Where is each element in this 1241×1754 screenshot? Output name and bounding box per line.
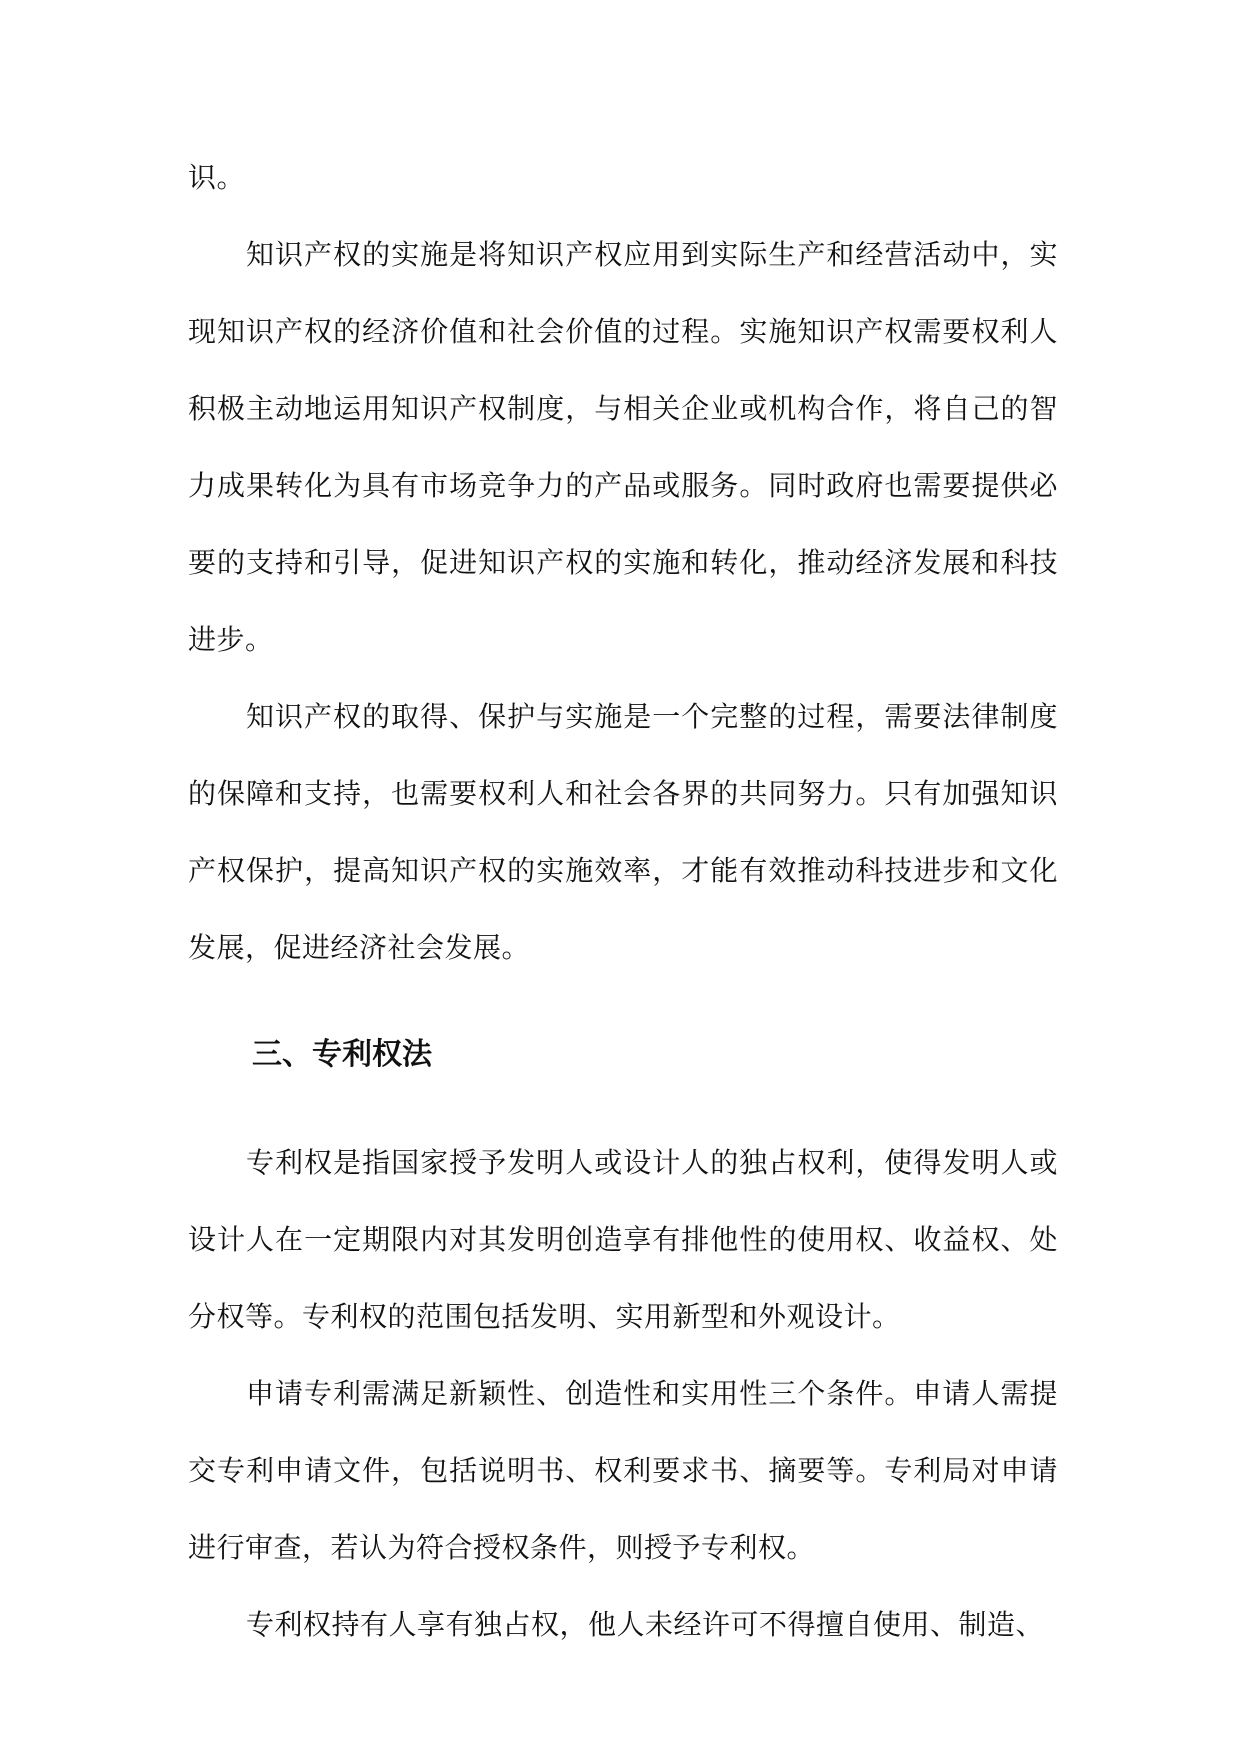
paragraph-implementation: 知识产权的实施是将知识产权应用到实际生产和经营活动中，实现知识产权的经济价值和社会价值的过程。实施知识产权需要权利人积极主动地运用知识产权制度，与相关企业或机构合作，将自己的智力成果转化为具有市场竞争力的产品或服务。同时政府也需要提供必要的支持和引导，促进知识产权的实施和转化，推动经济发展和科技进步。 bbox=[188, 238, 1058, 656]
section-heading-patent-law: 三、专利权法 bbox=[252, 1037, 432, 1072]
paragraph-patent-definition: 专利权是指国家授予发明人或设计人的独占权利，使得发明人或设计人在一定期限内对其发明创造享有排他性的使用权、收益权、处分权等。专利权的范围包括发明、实用新型和外观设计。 bbox=[188, 1146, 1058, 1333]
paragraph-patent-rights: 专利权持有人享有独占权，他人未经许可不得擅自使用、制造、 bbox=[246, 1608, 1045, 1641]
paragraph-process-summary: 知识产权的取得、保护与实施是一个完整的过程，需要法律制度的保障和支持，也需要权利人和社会各界的共同努力。只有加强知识产权保护，提高知识产权的实施效率，才能有效推动科技进步和文化发展，促进经济社会发展。 bbox=[188, 700, 1058, 964]
paragraph-patent-application: 申请专利需满足新颖性、创造性和实用性三个条件。申请人需提交专利申请文件，包括说明书、权利要求书、摘要等。专利局对申请进行审查，若认为符合授权条件，则授予专利权。 bbox=[188, 1377, 1058, 1564]
document-body bbox=[188, 139, 1058, 1663]
paragraph-continuation: 识。 bbox=[188, 161, 246, 194]
